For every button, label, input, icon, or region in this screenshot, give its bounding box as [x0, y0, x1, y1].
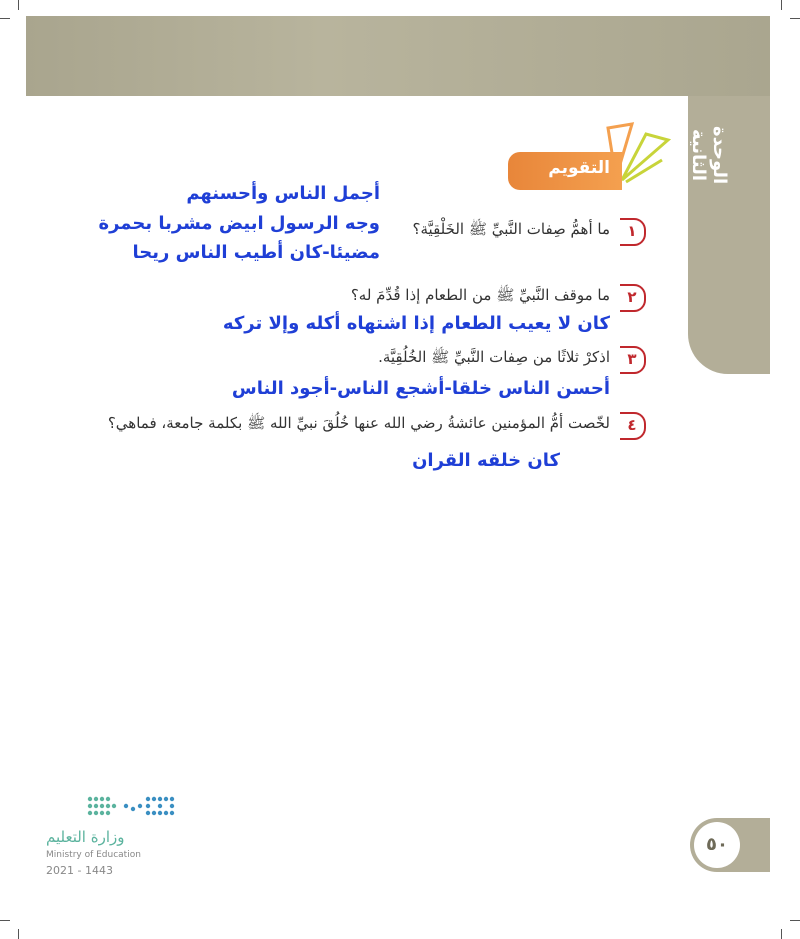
ministry-name-en: Ministry of Education [46, 850, 141, 860]
question-text: ما أهمُّ صِفات النَّبيِّ ﷺ الخَلْقِيَّة؟ [412, 220, 610, 238]
section-banner [508, 152, 622, 190]
crop-mark [781, 0, 782, 10]
page-number: ٥٠ [694, 822, 740, 868]
question-text: لخّصت أمُّ المؤمنين عائشةُ رضي الله عنها خُلُقَ نبيِّ الله ﷺ بكلمة جامعة، فماهي؟ [107, 414, 610, 432]
ministry-logo-icon [86, 795, 176, 821]
question-number: ٣ [620, 346, 646, 374]
crop-mark [0, 18, 10, 19]
answer-text: وجه الرسول ابيض مشربا بحمرة [98, 213, 380, 234]
answer-text: أجمل الناس وأحسنهم [186, 183, 380, 204]
crop-mark [790, 18, 800, 19]
crop-mark [0, 920, 10, 921]
ministry-year: 2021 - 1443 [46, 864, 113, 877]
header-band [26, 16, 770, 96]
question-text: ما موقف النَّبيِّ ﷺ من الطعام إذا قُدِّمَ له؟ [350, 286, 610, 304]
crop-mark [781, 929, 782, 939]
crop-mark [18, 0, 19, 10]
ministry-name-ar: وزارة التعليم [46, 828, 125, 846]
question-number: ١ [620, 218, 646, 246]
question-number: ٢ [620, 284, 646, 312]
crop-mark [790, 920, 800, 921]
answer-text: مضيئا-كان أطيب الناس ريحا [132, 242, 380, 263]
question-text: اذكرْ ثلاثًا من صِفات النَّبيِّ ﷺ الخُلُقِيَّة. [378, 348, 610, 366]
unit-title: الوحدة الثانية [688, 125, 730, 185]
answer-text: كان لا يعيب الطعام إذا اشتهاه أكله وإلا تركه [222, 313, 610, 334]
question-number: ٤ [620, 412, 646, 440]
crop-mark [18, 929, 19, 939]
section-title: التقويم [548, 158, 610, 178]
answer-text: أحسن الناس خلقا-أشجع الناس-أجود الناس [231, 378, 610, 399]
answer-text: كان خلقه القران [412, 450, 560, 471]
